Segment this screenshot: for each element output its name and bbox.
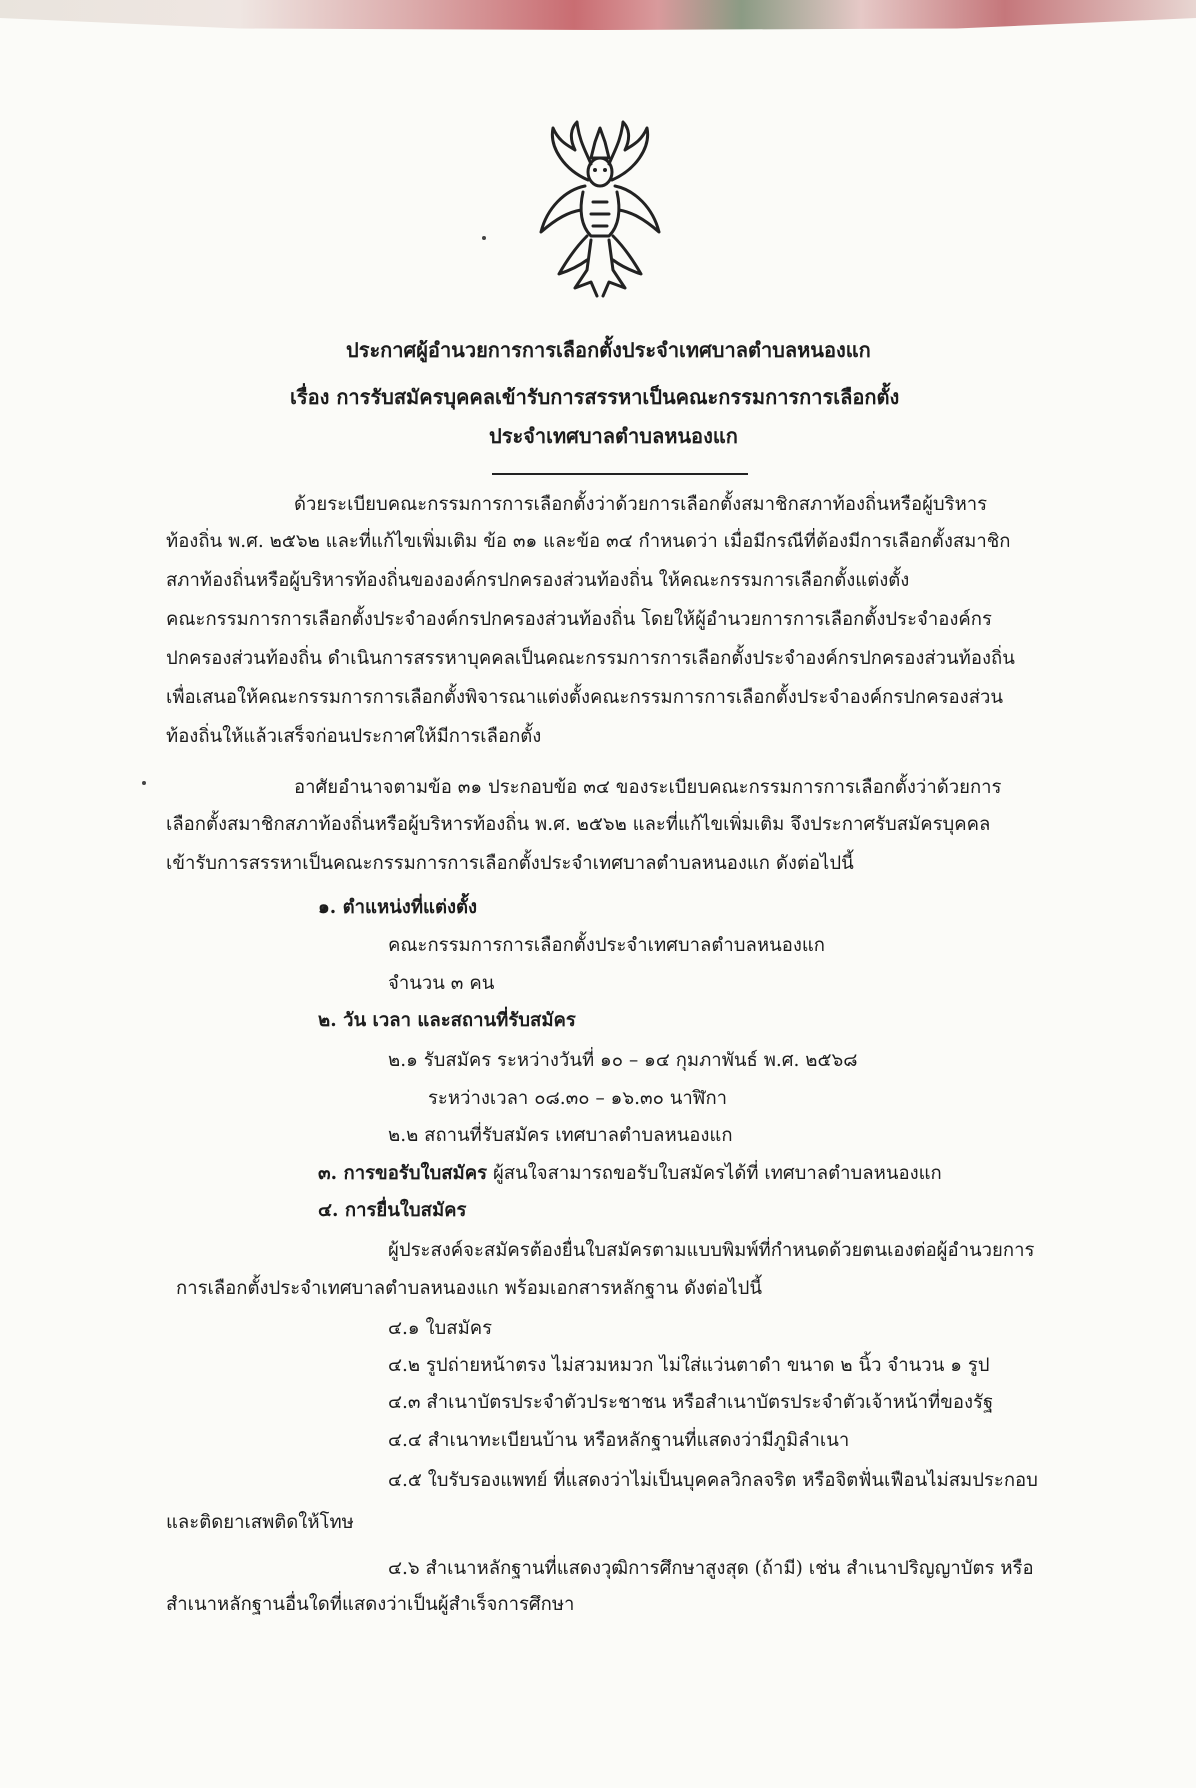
- section-4-item-4: ๔.๔ สำเนาทะเบียนบ้าน หรือหลักฐานที่แสดงว่ามีภูมิลำเนา: [388, 1430, 850, 1451]
- paragraph-2-line-1: อาศัยอำนาจตามข้อ ๓๑ ประกอบข้อ ๓๔ ของระเบียบคณะกรรมการการเลือกตั้งว่าด้วยการ: [294, 777, 1002, 798]
- section-4-item-5-line-1: ๔.๕ ใบรับรองแพทย์ ที่แสดงว่าไม่เป็นบุคคลวิกลจริต หรือจิตฟั่นเฟือนไม่สมประกอบ: [388, 1470, 1038, 1491]
- section-1-heading: ๑. ตำแหน่งที่แต่งตั้ง: [318, 897, 478, 918]
- section-4-intro-line-1: ผู้ประสงค์จะสมัครต้องยื่นใบสมัครตามแบบพิมพ์ที่กำหนดด้วยตนเองต่อผู้อำนวยการ: [388, 1240, 1035, 1261]
- section-4-item-6-line-1: ๔.๖ สำเนาหลักฐานที่แสดงวุฒิการศึกษาสูงสุด (ถ้ามี) เช่น สำเนาปริญญาบัตร หรือ: [388, 1558, 1034, 1579]
- section-4-item-3: ๔.๓ สำเนาบัตรประจำตัวประชาชน หรือสำเนาบัตรประจำตัวเจ้าหน้าที่ของรัฐ: [388, 1392, 994, 1413]
- section-4-item-6-line-2: สำเนาหลักฐานอื่นใดที่แสดงว่าเป็นผู้สำเร็จการศึกษา: [166, 1594, 575, 1615]
- section-2-item-1-time: ระหว่างเวลา ๐๘.๓๐ – ๑๖.๓๐ นาฬิกา: [428, 1088, 728, 1109]
- section-1-position: คณะกรรมการการเลือกตั้งประจำเทศบาลตำบลหนองแก: [388, 935, 825, 956]
- paragraph-1-line-7: ท้องถิ่นให้แล้วเสร็จก่อนประกาศให้มีการเลือกตั้ง: [166, 726, 542, 747]
- section-3-text: ผู้สนใจสามารถขอรับใบสมัครได้ที่ เทศบาลตำบลหนองแก: [487, 1163, 942, 1184]
- title-divider: [492, 473, 748, 475]
- paper-speck: [142, 781, 146, 785]
- decorative-top-strip: [0, 0, 1196, 30]
- section-4-item-5-line-2: และติดยาเสพติดให้โทษ: [166, 1512, 354, 1533]
- section-2-item-1: ๒.๑ รับสมัคร ระหว่างวันที่ ๑๐ – ๑๔ กุมภาพันธ์ พ.ศ. ๒๕๖๘: [388, 1050, 858, 1071]
- paragraph-1-line-4: คณะกรรมการการเลือกตั้งประจำองค์กรปกครองส่วนท้องถิ่น โดยให้ผู้อำนวยการการเลือกตั้งประจำองค์กร: [166, 609, 992, 630]
- title-line-3: ประจำเทศบาลตำบลหนองแก: [489, 424, 738, 448]
- section-4-item-2: ๔.๒ รูปถ่ายหน้าตรง ไม่สวมหมวก ไม่ใส่แว่นตาดำ ขนาด ๒ นิ้ว จำนวน ๑ รูป: [388, 1355, 990, 1376]
- title-line-2: เรื่อง การรับสมัครบุคคลเข้ารับการสรรหาเป็นคณะกรรมการการเลือกตั้ง: [290, 385, 900, 409]
- paragraph-1-line-6: เพื่อเสนอให้คณะกรรมการการเลือกตั้งพิจารณาแต่งตั้งคณะกรรมการการเลือกตั้งประจำองค์กรปกครองส่วน: [166, 687, 1004, 708]
- paragraph-1-line-5: ปกครองส่วนท้องถิ่น ดำเนินการสรรหาบุคคลเป็นคณะกรรมการการเลือกตั้งประจำองค์กรปกครองส่วนท้องถิ่น: [166, 648, 1015, 669]
- section-2-item-2: ๒.๒ สถานที่รับสมัคร เทศบาลตำบลหนองแก: [388, 1125, 733, 1146]
- section-4-intro-line-2: การเลือกตั้งประจำเทศบาลตำบลหนองแก พร้อมเอกสารหลักฐาน ดังต่อไปนี้: [176, 1278, 763, 1299]
- paragraph-1-line-2: ท้องถิ่น พ.ศ. ๒๕๖๒ และที่แก้ไขเพิ่มเติม ข้อ ๓๑ และข้อ ๓๔ กำหนดว่า เมื่อมีกรณีที่ต้องมีการเลือกตั้งสมาชิก: [166, 531, 1011, 552]
- section-3-heading: ๓. การขอรับใบสมัคร: [318, 1163, 488, 1184]
- section-3: [318, 1163, 942, 1185]
- section-2-heading: ๒. วัน เวลา และสถานที่รับสมัคร: [318, 1010, 576, 1031]
- paper-speck: [482, 236, 486, 240]
- garuda-emblem-icon: [535, 120, 665, 305]
- section-4-item-1: ๔.๑ ใบสมัคร: [388, 1318, 493, 1339]
- paragraph-2-line-3: เข้ารับการสรรหาเป็นคณะกรรมการการเลือกตั้งประจำเทศบาลตำบลหนองแก ดังต่อไปนี้: [166, 853, 854, 874]
- title-line-1: ประกาศผู้อำนวยการการเลือกตั้งประจำเทศบาลตำบลหนองแก: [346, 338, 871, 362]
- paragraph-1-line-1: ด้วยระเบียบคณะกรรมการการเลือกตั้งว่าด้วยการเลือกตั้งสมาชิกสภาท้องถิ่นหรือผู้บริหาร: [294, 494, 988, 515]
- paragraph-2-line-2: เลือกตั้งสมาชิกสภาท้องถิ่นหรือผู้บริหารท้องถิ่น พ.ศ. ๒๕๖๒ และที่แก้ไขเพิ่มเติม จึงประกาศรับสมัครบุคคล: [166, 814, 991, 835]
- section-4-heading: ๔. การยื่นใบสมัคร: [318, 1200, 467, 1221]
- paragraph-1-line-3: สภาท้องถิ่นหรือผู้บริหารท้องถิ่นขององค์กรปกครองส่วนท้องถิ่น ให้คณะกรรมการเลือกตั้งแต่งตั้ง: [166, 570, 910, 591]
- section-1-count: จำนวน ๓ คน: [388, 973, 495, 994]
